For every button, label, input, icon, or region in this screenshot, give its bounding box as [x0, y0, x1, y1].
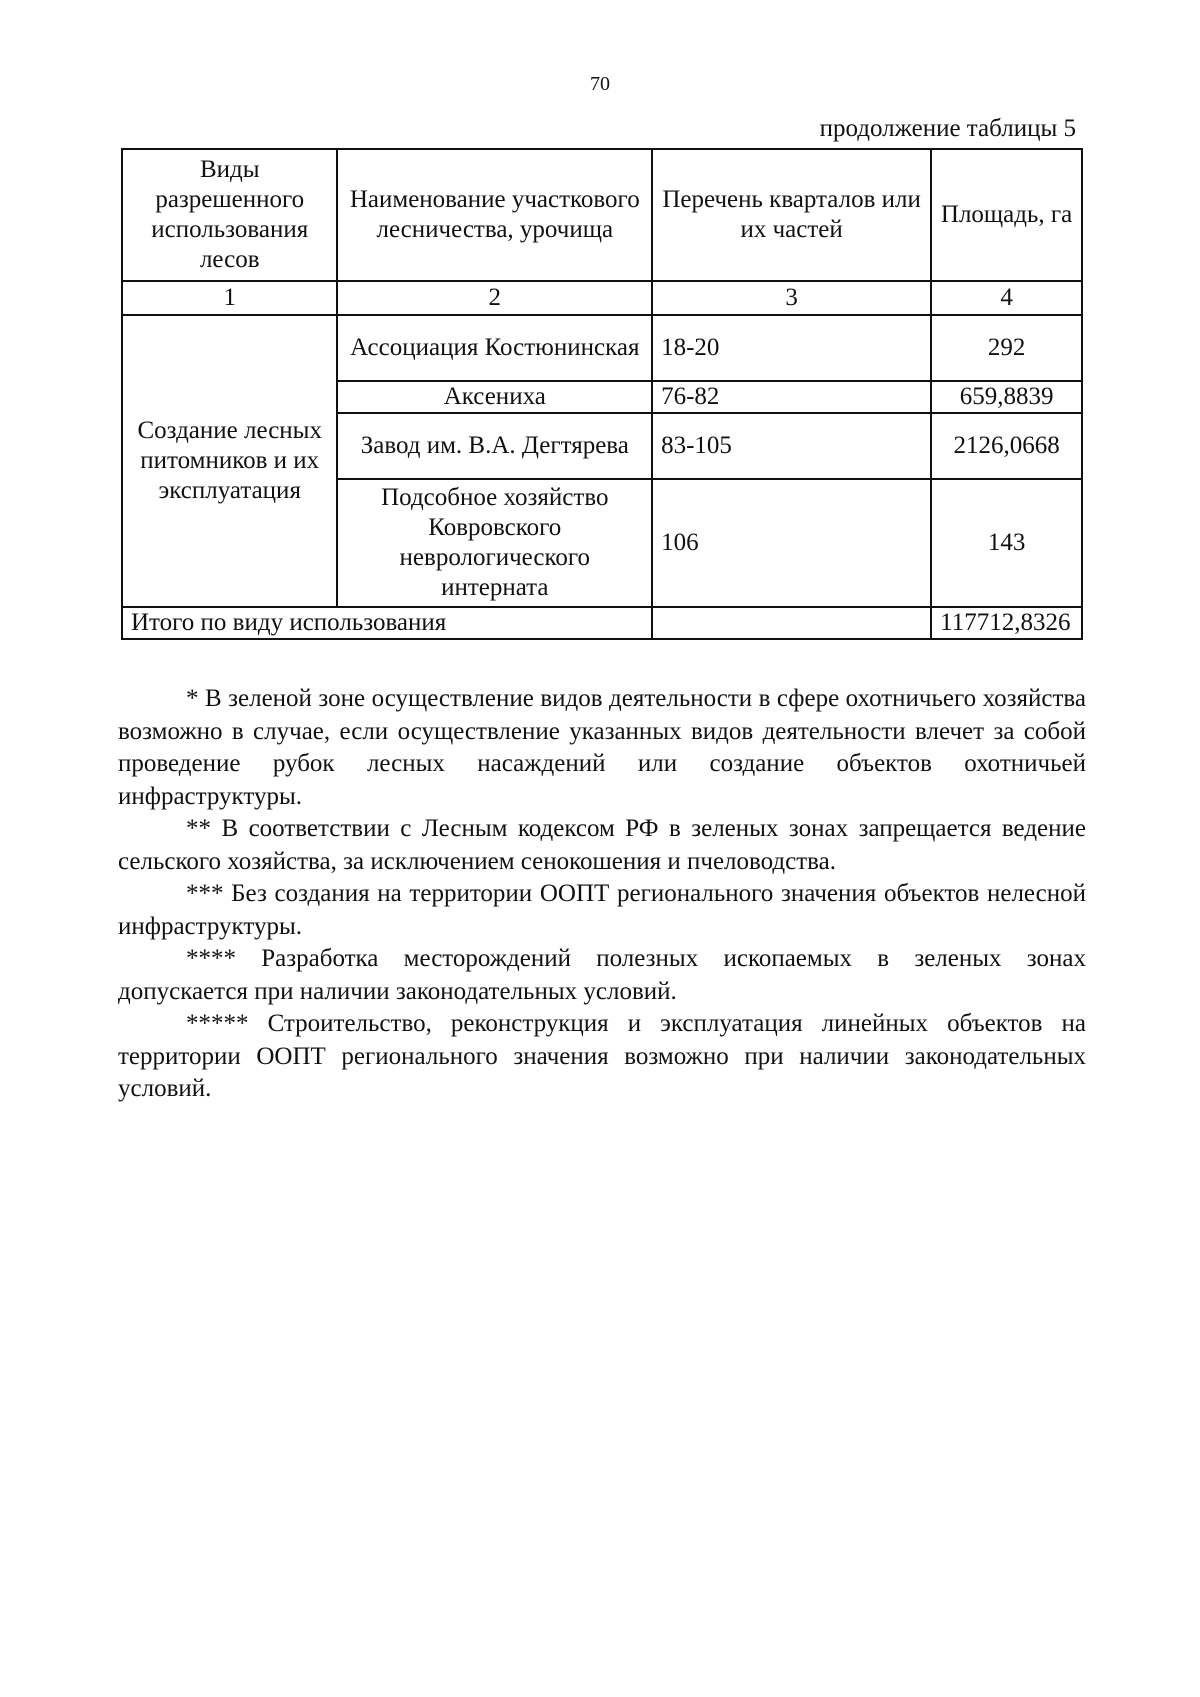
table-continuation-label: продолжение таблицы 5: [819, 115, 1076, 142]
quarters-cell: 76-82: [652, 381, 931, 413]
area-cell: 2126,0668: [931, 413, 1082, 479]
forestry-name-cell: Ассоциация Костюнинская: [337, 315, 652, 381]
page-number: 70: [590, 73, 610, 95]
area-cell: 659,8839: [931, 381, 1082, 413]
footnote-4: **** Разработка месторождений полезных ископаемых в зеленых зонах допускается при наличии законодательных условий.: [118, 945, 1086, 1005]
total-label: Итого по виду использования: [122, 607, 652, 639]
total-quarters: [652, 607, 931, 639]
footnote-2: ** В соответствии с Лесным кодексом РФ в зеленых зонах запрещается ведение сельского хозяйства, за исключением сенокошения и пчеловодства.: [118, 815, 1086, 875]
quarters-cell: 106: [652, 479, 931, 607]
column-number-4: 4: [931, 281, 1082, 315]
footnote-3: *** Без создания на территории ООПТ регионального значения объектов нелесной инфраструктуры.: [118, 880, 1086, 940]
column-number-row: [122, 281, 1082, 315]
table-row: [122, 315, 1082, 381]
total-row: [122, 607, 1082, 639]
header-quarters: Перечень кварталов или их частей: [652, 149, 931, 281]
footnote-5: ***** Строительство, реконструкция и эксплуатация линейных объектов на территории ООПТ регионального значения возможно при наличии законодательных условий.: [118, 1010, 1086, 1102]
forestry-name-cell: Подсобное хозяйство Ковровского неврологического интерната: [337, 479, 652, 607]
forest-use-table: [121, 148, 1083, 640]
footnote-1: * В зеленой зоне осуществление видов деятельности в сфере охотничьего хозяйства возможно в случае, если осуществление указанных видов деятельности влечет за собой проведение рубок лесных насаждений или создание объектов охотничьей инфраструктуры.: [118, 685, 1086, 810]
area-cell: 143: [931, 479, 1082, 607]
column-number-1: 1: [122, 281, 337, 315]
header-forestry-name: Наименование участкового лесничества, урочища: [337, 149, 652, 281]
column-number-3: 3: [652, 281, 931, 315]
area-cell: 292: [931, 315, 1082, 381]
quarters-cell: 18-20: [652, 315, 931, 381]
footnotes: [118, 683, 1086, 1106]
total-area: 117712,8326: [931, 607, 1082, 639]
header-use-type: Виды разрешенного использования лесов: [122, 149, 337, 281]
header-area: Площадь, га: [931, 149, 1082, 281]
forestry-name-cell: Аксениха: [337, 381, 652, 413]
table-header-row: [122, 149, 1082, 281]
quarters-cell: 83-105: [652, 413, 931, 479]
column-number-2: 2: [337, 281, 652, 315]
use-type-cell: Создание лесных питомников и их эксплуатация: [122, 315, 337, 607]
forestry-name-cell: Завод им. В.А. Дегтярева: [337, 413, 652, 479]
